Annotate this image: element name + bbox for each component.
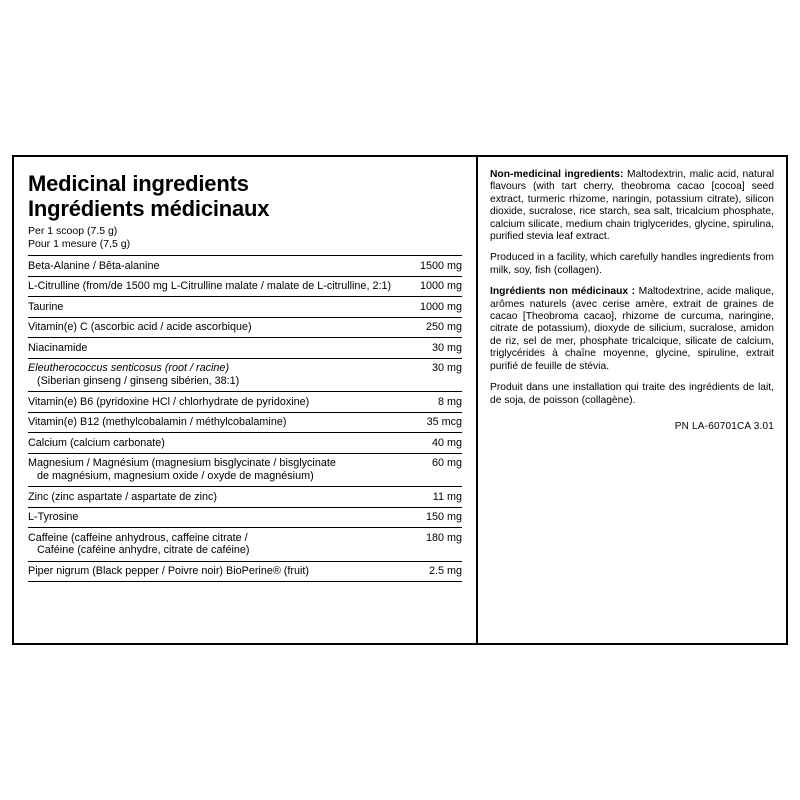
ingredient-amount: 11 mg (432, 490, 462, 503)
ingredient-amount: 8 mg (437, 395, 462, 408)
non-medicinal-en (490, 169, 774, 243)
ingredient-amount: 30 mg (431, 341, 462, 354)
ingredient-name: Beta-Alanine / Bêta-alanine (28, 259, 160, 272)
ingredient-amount: 150 mg (425, 511, 462, 524)
non-medicinal-fr-label: Ingrédients non médicinaux : (490, 286, 636, 298)
serving-size (28, 225, 462, 250)
ingredient-name: Magnesium / Magnésium (magnesium bisglycinate / bisglycinate de magnésium, magnesium oxide / oxyde de magnésium) (28, 457, 336, 483)
serving-size-en: Per 1 scoop (7.5 g) (28, 225, 118, 237)
ingredient-amount: 250 mg (425, 321, 462, 334)
table-row (28, 487, 462, 508)
non-medicinal-en-text: Maltodextrin, malic acid, natural flavours (with tart cherry, theobroma cacao [cocoa] seed extract, turmeric rhizome, naringin, potassium citrate), silicon dioxide, sucralose, rice starch, sea salt, tricalcium phosphate, calcium silicate, medium chain triglycerides, glycine, spirulina, purified stevia leaf extract. (490, 169, 774, 243)
table-row (28, 528, 462, 561)
table-row (28, 561, 462, 582)
table-row (28, 507, 462, 528)
ingredient-name: Piper nigrum (Black pepper / Poivre noir) BioPerine® (fruit) (28, 565, 309, 577)
ingredient-amount: 180 mg (425, 531, 462, 544)
ingredient-name: Eleutherococcus senticosus (root / racine) (Siberian ginseng / ginseng sibérien, 38:1) (28, 362, 240, 388)
non-medicinal-fr (490, 286, 774, 373)
ingredient-name: Zinc (zinc aspartate / aspartate de zinc) (28, 490, 218, 503)
product-number-code: PN LA-60701CA 3.01 (674, 420, 774, 432)
table-row (28, 453, 462, 486)
ingredient-amount: 1000 mg (419, 300, 462, 313)
ingredient-amount: 2.5 mg (428, 565, 462, 577)
ingredient-name: Niacinamide (28, 341, 88, 354)
facility-statement-en: Produced in a facility, which carefully handles ingredients from milk, soy, fish (collagen). (490, 252, 774, 276)
table-row (28, 392, 462, 413)
medicinal-ingredients-column (14, 157, 478, 643)
ingredient-amount: 60 mg (431, 457, 462, 470)
non-medicinal-fr-text: Maltodextrine, acide malique, arômes naturels (avec cerise amère, extrait de graines de cacao [Theobroma cacao], rhizome de curcuma, naringine, citrate de potassium), dioxyde de silicium, sucralose, amidon de riz, sel de mer, phosphate tricalcique, silicate de calcium, triglycérides à chaîne moyenne, glycine, spiruline, extrait purifié de feuille de stévia. (490, 286, 775, 372)
ingredient-amount: 1500 mg (419, 259, 462, 272)
ingredient-name: Caffeine (caffeine anhydrous, caffeine citrate / Caféine (caféine anhydre, citrate de caféine) (28, 531, 250, 557)
ingredient-amount: 30 mg (431, 362, 462, 375)
table-row (28, 338, 462, 359)
non-medicinal-ingredients-column (478, 157, 786, 643)
facility-statement-fr: Produit dans une installation qui traite des ingrédients de lait, de soja, de poisson (collagène). (490, 382, 774, 406)
ingredient-amount: 35 mcg (426, 416, 462, 429)
table-row (28, 297, 462, 318)
supplement-facts-panel (12, 155, 788, 645)
table-row (28, 256, 462, 277)
table-row (28, 433, 462, 454)
ingredient-amount: 40 mg (431, 436, 462, 449)
table-row (28, 317, 462, 338)
ingredient-name: Vitamin(e) B12 (methylcobalamin / méthylcobalamine) (28, 416, 287, 429)
ingredient-name: Taurine (28, 300, 64, 313)
ingredient-name: L-Tyrosine (28, 511, 79, 524)
ingredients-table-body (28, 256, 462, 582)
ingredient-name: L-Citrulline (from/de 1500 mg L-Citrulline malate / malate de L-citrulline, 2:1) (28, 280, 392, 293)
ingredients-table (28, 255, 462, 582)
ingredient-amount: 1000 mg (419, 280, 462, 293)
panel-title-fr: Ingrédients médicinaux (28, 196, 270, 221)
table-row (28, 276, 462, 297)
panel-title-en: Medicinal ingredients (28, 171, 249, 196)
ingredient-name: Calcium (calcium carbonate) (28, 436, 165, 449)
ingredient-name: Vitamin(e) B6 (pyridoxine HCl / chlorhydrate de pyridoxine) (28, 395, 310, 408)
ingredient-name: Vitamin(e) C (ascorbic acid / acide ascorbique) (28, 321, 252, 334)
table-row (28, 358, 462, 391)
table-row (28, 412, 462, 433)
serving-size-fr: Pour 1 mesure (7,5 g) (28, 237, 131, 250)
non-medicinal-en-label: Non-medicinal ingredients: (490, 169, 624, 180)
